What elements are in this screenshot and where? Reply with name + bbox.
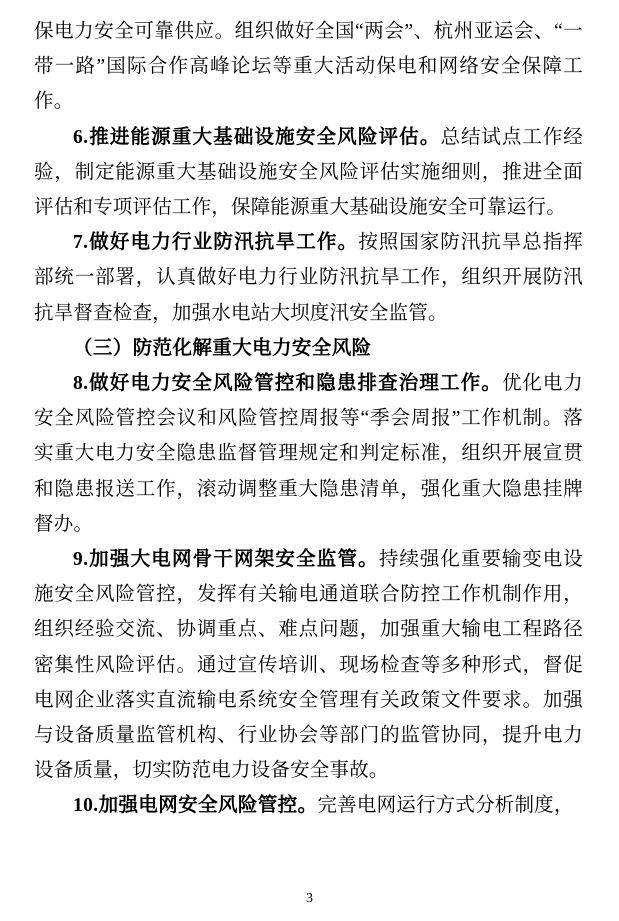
paragraph-text-8: 优化电力安全风险管控会议和风险管控周报等“季会周报”工作机制。落实重大电力安全隐患监督管理规定和判定标准，组织开展宣贯和隐患报送工作，滚动调整重大隐患清单，强化重大隐患挂牌督办。 — [34, 373, 583, 535]
paragraph-continuation — [34, 14, 583, 120]
paragraph-item-8 — [34, 366, 583, 542]
paragraph-item-6 — [34, 120, 583, 226]
paragraph-text: 保电力安全可靠供应。组织做好全国“两会”、杭州亚运会、“一带一路”国际合作高峰论坛等重大活动保电和网络安全保障工作。 — [34, 21, 583, 113]
paragraph-text-9: 持续强化重要输变电设施安全风险管控，发挥有关输电通道联合防控工作机制作用，组织经验交流、协调重点、难点问题，加强重大输电工程路径密集性风险评估。通过宣传培训、现场检查等多种形式，督促电网企业落实直流输电系统安全管理有关政策文件要求。加强与设备质量监管机构、行业协会等部门的监管协同，提升电力设备质量，切实防范电力设备安全事故。 — [34, 549, 583, 782]
paragraph-item-10 — [34, 788, 583, 823]
paragraph-text-7: 按照国家防汛抗旱总指挥部统一部署，认真做好电力行业防汛抗旱工作，组织开展防汛抗旱督查检查，加强水电站大坝度汛安全监管。 — [34, 232, 583, 324]
paragraph-lead-6: 6.推进能源重大基础设施安全风险评估。 — [73, 126, 441, 148]
paragraph-item-9 — [34, 542, 583, 788]
paragraph-item-7 — [34, 225, 583, 331]
paragraph-lead-7: 7.做好电力行业防汛抗旱工作。 — [73, 232, 359, 254]
paragraph-lead-10: 10.加强电网安全风险管控。 — [73, 795, 318, 817]
paragraph-text-10: 完善电网运行方式分析制度， — [317, 795, 574, 817]
section-heading-text: （三）防范化解重大电力安全风险 — [73, 337, 372, 359]
paragraph-lead-8: 8.做好电力安全风险管控和隐患排查治理工作。 — [73, 373, 502, 395]
page-number: 3 — [306, 891, 313, 906]
section-heading-3 — [34, 331, 583, 366]
paragraph-text-6: 总结试点工作经验，制定能源重大基础设施安全风险评估实施细则，推进全面评估和专项评估工作，保障能源重大基础设施安全可靠运行。 — [34, 126, 583, 219]
paragraph-lead-9: 9.加强大电网骨干网架安全监管。 — [73, 549, 379, 571]
